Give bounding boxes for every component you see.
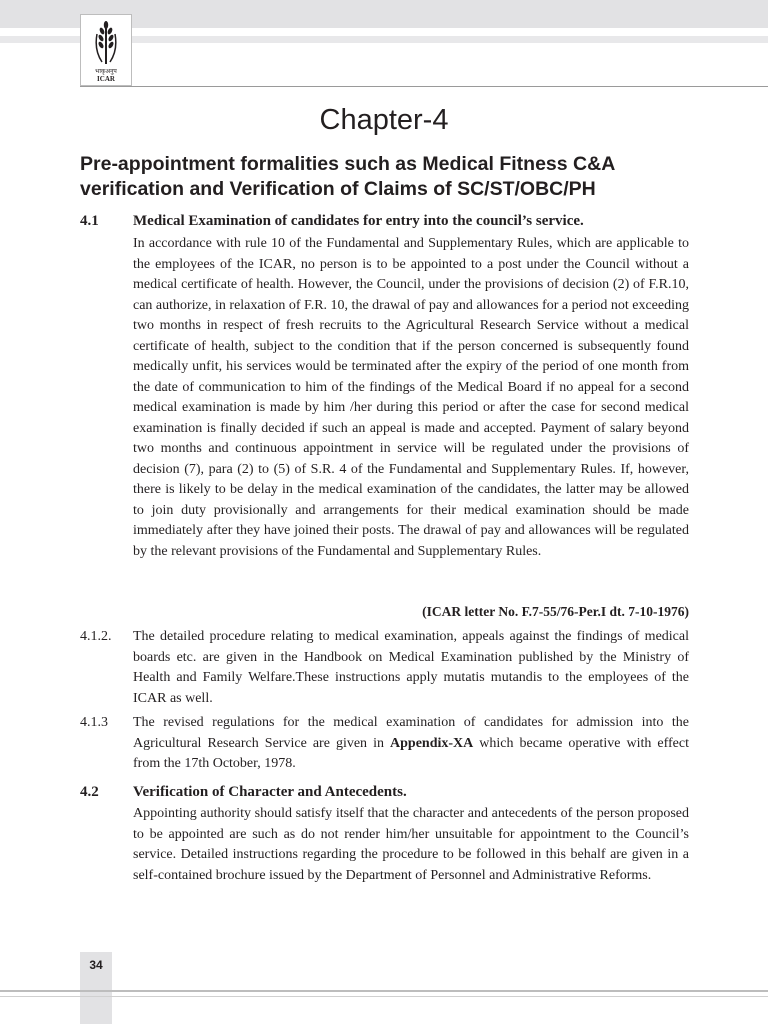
section-number-4-1: 4.1 [80,213,99,229]
footer-rule-thin [0,996,768,997]
section-body-4-1: In accordance with rule 10 of the Fundamental and Supplementary Rules, which are applicable to the employees of the ICAR, no person is to be appointed to a post under the Council without a medical certificate of health. However, the Council, under the provisions of decision (2) of F.R.10, can authorize, in relaxation of F.R. 10, the drawal of pay and allowances for a period not exceeding two months in respect of fresh recruits to the Agricultural Research Service without a medical certificate of health, subject to the condition that if the person concerned is subsequently found medically unfit, his services would be terminated after the expiry of the period of one month from the date of communication to him of the findings of the Medical Board if no appeal for a second medical examination is made by him /her during this period or after the case for second medical examination is finally decided if such an appeal is made and accepted. Payment of salary beyond two months and continuous appointment in service will be regulated under the provisions of decision (7), para (2) to (5) of S.R. 4 of the Fundamental and Supplementary Rules. If, however, there is likely to be delay in the medical examination of the candidates, the latter may be allowed to join duty provisionally and arrangements for their medical examination should be made immediately after they have joined their posts. The drawal of pay and allowances will be regulated by the relevant provisions of the Fundamental and Supplementary Rules. [133,236,689,559]
section-body-4-2: Appointing authority should satisfy itself that the character and antecedents of the person proposed to be appointed are such as do not render him/her unsuitable for appointment to the Council’s service. Detailed instructions regarding the procedure to be followed in this behalf are given in a self-contained brochure issued by the Department of Personnel and Administrative Reforms. [133,806,689,883]
section-heading-4-1: Medical Examination of candidates for entry into the council’s service. [133,213,584,229]
chapter-title: Chapter-4 [319,104,449,136]
body-text-end: which became operative with effect from the 17th October, 1978. [133,735,689,771]
header-rule [80,86,768,87]
body-text: The revised regulations for the medical examination of candidates for admission into the Agricultural Research Service are given in [133,715,689,751]
section-number-4-2: 4.2 [80,784,99,800]
logo-text: ICAR [97,75,115,83]
section-body-4-1-3 [133,713,689,775]
section-number-4-1-2: 4.1.2. [80,629,112,644]
logo-hindi-text: भाकृअनुप [95,68,117,75]
icar-logo [80,14,132,86]
section-body-4-1-2: The detailed procedure relating to medical examination, appeals against the findings of medical boards etc. are given in the Handbook on Medical Examination published by the Ministry of Health and Family Welfare.These instructions apply mutatis mutandis to the employees of the ICAR as well. [133,629,689,706]
chapter-subtitle: Pre-appointment formalities such as Medical Fitness C&A verification and Verification of Claims of SC/ST/OBC/PH [80,153,615,200]
section-number-4-1-3: 4.1.3 [80,715,108,730]
section-heading-4-2: Verification of Character and Antecedents. [133,784,407,800]
page-number: 34 [89,958,103,972]
wheat-emblem-icon [94,20,118,66]
appendix-reference: Appendix-XA [390,735,474,751]
footer-rule [0,990,768,992]
citation-4-1: (ICAR letter No. F.7-55/76-Per.I dt. 7-10-1976) [422,604,689,619]
